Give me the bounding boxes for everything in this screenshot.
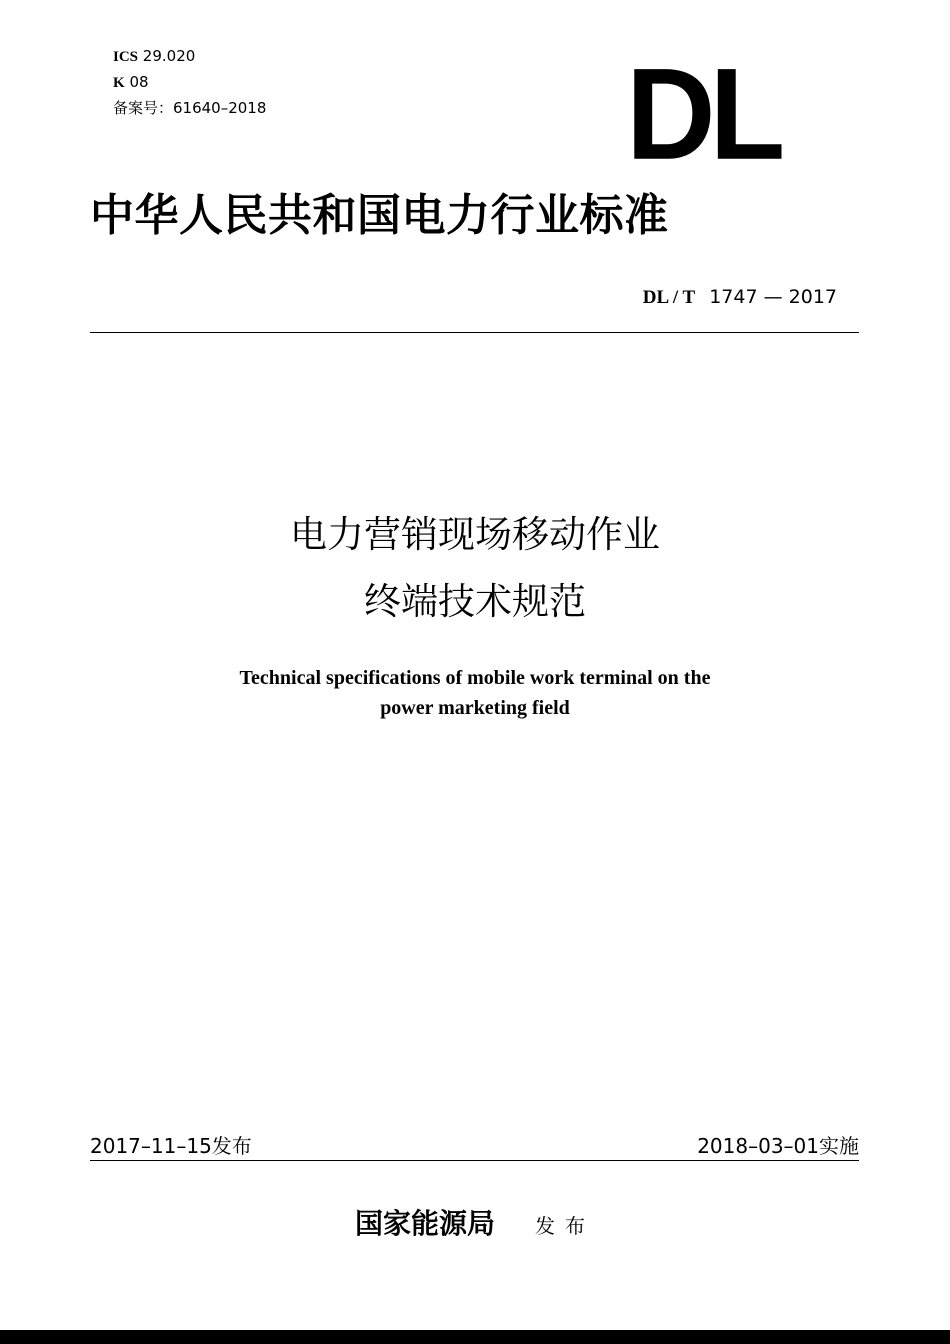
title-en-line1: Technical specifications of mobile work terminal on the — [239, 667, 711, 689]
record-number: 备案号：61640–2018 — [113, 99, 267, 117]
issue-date: 2017–11–15发布 — [90, 1134, 252, 1158]
standard-code: 1747 — 2017 — [709, 286, 837, 308]
ics-value: 29.020 — [142, 47, 196, 65]
title-en-line2: power marketing field — [380, 697, 570, 719]
issuer-action: 发布 — [535, 1214, 595, 1238]
top-divider — [90, 332, 859, 333]
issuer-organization: 国家能源局 — [354, 1207, 495, 1240]
class-label: K — [113, 75, 125, 91]
agency-heading: 中华人民共和国电力行业标准 — [90, 190, 669, 241]
page-bottom-bar — [0, 1330, 950, 1344]
standard-prefix: DL / T — [642, 287, 696, 308]
implementation-date: 2018–03–01实施 — [697, 1134, 859, 1158]
standard-number — [643, 286, 837, 309]
title-cn-line2: 终端技术规范 — [364, 580, 586, 623]
document-metadata — [113, 44, 266, 121]
ics-label: ICS — [113, 49, 139, 65]
bottom-divider — [90, 1160, 859, 1161]
dl-logo: DL — [626, 42, 780, 188]
classification-code — [113, 70, 266, 96]
ics-code — [113, 44, 266, 70]
class-value: 08 — [129, 73, 149, 91]
title-cn-line1: 电力营销现场移动作业 — [290, 513, 660, 556]
issuer — [0, 1202, 950, 1242]
